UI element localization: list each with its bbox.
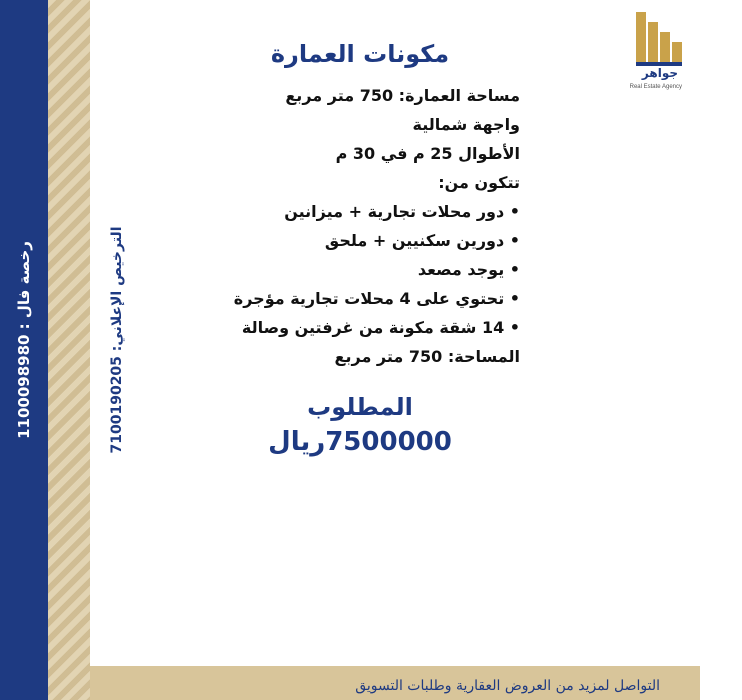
page-title: مكونات العمارة xyxy=(270,40,450,68)
detail-line: المساحة: 750 متر مربع xyxy=(334,347,520,366)
fal-license-text: رخصة فال : 1100098980 xyxy=(15,241,33,439)
gold-band xyxy=(48,0,125,700)
company-logo xyxy=(608,8,692,98)
detail-line: • دور محلات تجارية + ميزانين xyxy=(200,202,520,222)
detail-line: تتكون من: xyxy=(438,173,520,192)
logo-name: جواهر xyxy=(641,66,678,80)
detail-line: • تحتوي على 4 محلات تجارية مؤجرة xyxy=(200,289,520,309)
price: 7500000ريال xyxy=(268,427,452,457)
logo-subtitle: Real Estate Agency xyxy=(629,84,682,90)
detail-line: مساحة العمارة: 750 متر مربع xyxy=(285,86,520,105)
detail-line: • دورين سكنيين + ملحق xyxy=(200,231,520,251)
detail-line: • يوجد مصعد xyxy=(200,260,520,280)
detail-line: واجهة شمالية xyxy=(412,115,520,134)
building-logo-icon xyxy=(608,8,692,68)
detail-line: الأطوال 25 م في 30 م xyxy=(335,144,520,163)
watermark: حراج xyxy=(700,671,742,695)
listing-content xyxy=(200,40,520,457)
requested-label: المطلوب xyxy=(307,393,413,421)
footer-bar xyxy=(90,666,742,700)
left-blue-band xyxy=(0,0,48,700)
ad-license-text: الترخيص الإعلاني: 7100190205 xyxy=(109,226,125,454)
footer-text: التواصل لمزيد من العروض العقارية وطلبات التسويق xyxy=(355,678,660,694)
detail-line: • 14 شقة مكونة من غرفتين وصالة xyxy=(200,318,520,338)
details-list xyxy=(200,86,520,367)
